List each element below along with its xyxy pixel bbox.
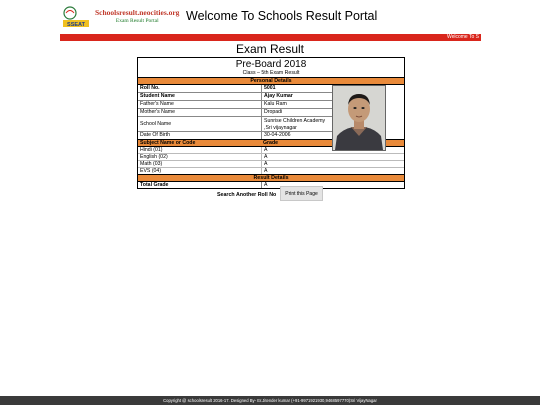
subject-name: English (02) bbox=[138, 154, 262, 160]
roll-row bbox=[138, 85, 333, 93]
logo-subtitle: Exam Result Portal bbox=[115, 18, 159, 24]
school-row bbox=[138, 117, 333, 132]
school-label: School Name bbox=[138, 117, 262, 131]
subject-name: EVS (04) bbox=[138, 168, 262, 174]
table-row bbox=[138, 154, 404, 161]
father-label: Father's Name bbox=[138, 101, 262, 108]
father-row bbox=[138, 101, 333, 109]
logo-site-name: Schoolsresult.neocities.org bbox=[95, 8, 180, 17]
logo-text[interactable] bbox=[95, 9, 179, 25]
school-value bbox=[262, 117, 333, 131]
table-row bbox=[138, 161, 404, 168]
subject-grade: A bbox=[264, 168, 268, 174]
exam-name: Pre-Board 2018 bbox=[235, 59, 307, 70]
dob-label: Date Of Birth bbox=[138, 132, 262, 139]
student-name-row bbox=[138, 93, 333, 101]
student-name-value: Ajay Kumar bbox=[264, 93, 293, 99]
school-value-line1: Sunrise Children Academy bbox=[264, 118, 326, 124]
student-name-label: Student Name bbox=[138, 93, 262, 100]
total-grade-value: A bbox=[264, 182, 268, 188]
school-value-line2: ,Sri vijaynagar bbox=[264, 124, 297, 131]
mother-row bbox=[138, 109, 333, 117]
roll-label: Roll No. bbox=[138, 85, 262, 92]
dob-value: 30-04-2006 bbox=[264, 132, 291, 138]
total-grade-row bbox=[138, 182, 404, 188]
result-card bbox=[137, 57, 405, 189]
print-page-button[interactable]: Print this Page bbox=[280, 186, 323, 201]
dob-row bbox=[138, 132, 333, 139]
subject-grade: A bbox=[264, 147, 268, 153]
mother-value: Dropadi bbox=[264, 109, 283, 115]
footer-copyright: Copyright @ schoolsresult 2016-17. Designed By- Er.Jitender kumar (+91-9971921930,9468597770)Sri VijayNagar bbox=[0, 396, 540, 405]
result-details-heading: Result Details bbox=[138, 174, 404, 182]
page-title: Exam Result bbox=[235, 42, 305, 56]
subject-name: Hindi (01) bbox=[138, 147, 262, 153]
search-another-roll-link[interactable]: Search Another Roll No bbox=[217, 192, 277, 198]
exam-subtitle: Class – 5th Exam Result bbox=[242, 70, 300, 76]
announcement-marquee: Welcome To S bbox=[446, 34, 479, 40]
subject-column-header: Subject Name or Code bbox=[140, 140, 196, 146]
announcement-bar bbox=[60, 34, 481, 41]
student-photo bbox=[332, 85, 386, 151]
school-logo-icon[interactable] bbox=[60, 5, 92, 29]
svg-text:SSEAT: SSEAT bbox=[67, 22, 85, 28]
subject-grade: A bbox=[264, 154, 268, 160]
personal-details-heading: Personal Details bbox=[138, 77, 404, 85]
subject-name: Math (03) bbox=[138, 161, 262, 167]
portal-title: Welcome To Schools Result Portal bbox=[186, 9, 378, 23]
subject-grade: A bbox=[264, 161, 268, 167]
grade-column-header: Grade bbox=[263, 140, 278, 146]
personal-details-section bbox=[138, 85, 404, 139]
total-grade-label: Total Grade bbox=[138, 182, 262, 188]
mother-label: Mother's Name bbox=[138, 109, 262, 116]
father-value: Kalu Ram bbox=[264, 101, 287, 107]
site-header bbox=[0, 0, 540, 34]
roll-value: 5001 bbox=[264, 85, 276, 91]
